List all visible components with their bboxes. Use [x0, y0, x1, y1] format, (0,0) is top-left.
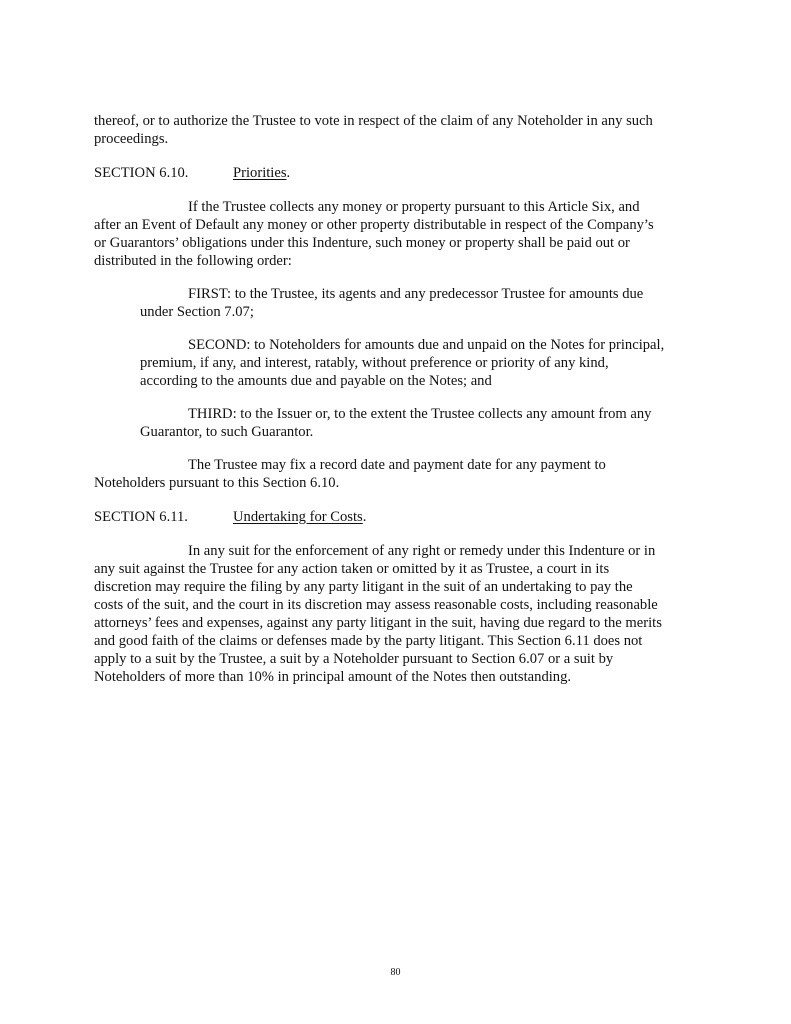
body-text-line: after an Event of Default any money or other property distributable in respect of the Company’s: [94, 217, 654, 233]
body-text-line: proceedings.: [94, 131, 169, 147]
priority-item-first: under Section 7.07;: [140, 304, 254, 320]
section-number: SECTION 6.10.: [94, 165, 189, 181]
body-text-line: Noteholders pursuant to this Section 6.10.: [94, 475, 340, 491]
section-number: SECTION 6.11.: [94, 509, 188, 525]
body-text-line: Noteholders of more than 10% in principal amount of the Notes then outstanding.: [94, 669, 572, 685]
body-text-line: costs of the suit, and the court in its discretion may assess reasonable costs, including reasonable: [94, 597, 658, 613]
body-text-line: distributed in the following order:: [94, 253, 292, 269]
priority-item-first: FIRST: to the Trustee, its agents and any predecessor Trustee for amounts due: [188, 286, 644, 302]
section-title-text: Undertaking for Costs: [233, 509, 363, 525]
body-text-line: or Guarantors’ obligations under this Indenture, such money or property shall be paid out or: [94, 235, 630, 251]
section-title-suffix: .: [286, 165, 291, 181]
page-number: 80: [390, 967, 401, 978]
body-text-line: apply to a suit by the Trustee, a suit by a Noteholder pursuant to Section 6.07 or a suit by: [94, 651, 614, 667]
section-title-suffix: .: [362, 509, 367, 525]
priority-item-third: THIRD: to the Issuer or, to the extent the Trustee collects any amount from any: [188, 406, 652, 422]
section-title: [233, 164, 290, 182]
body-text-line: thereof, or to authorize the Trustee to vote in respect of the claim of any Noteholder in any such: [94, 113, 653, 129]
section-title: [233, 508, 366, 526]
body-text-line: attorneys’ fees and expenses, against any party litigant in the suit, having due regard to the merits: [94, 615, 662, 631]
body-text-line: any suit against the Trustee for any action taken or omitted by it as Trustee, a court in its: [94, 561, 610, 577]
priority-item-second: according to the amounts due and payable on the Notes; and: [140, 373, 492, 389]
priority-item-second: premium, if any, and interest, ratably, without preference or priority of any kind,: [140, 355, 609, 371]
body-text-line: discretion may require the filing by any party litigant in the suit of an undertaking to pay the: [94, 579, 633, 595]
priority-item-second: SECOND: to Noteholders for amounts due and unpaid on the Notes for principal,: [188, 337, 665, 353]
body-text-line: If the Trustee collects any money or property pursuant to this Article Six, and: [188, 199, 640, 215]
body-text-line: and good faith of the claims or defenses made by the party litigant. This Section 6.11 does not: [94, 633, 643, 649]
body-text-line: In any suit for the enforcement of any right or remedy under this Indenture or in: [188, 543, 656, 559]
section-title-text: Priorities: [233, 165, 287, 181]
body-text-line: The Trustee may fix a record date and payment date for any payment to: [188, 457, 606, 473]
priority-item-third: Guarantor, to such Guarantor.: [140, 424, 314, 440]
